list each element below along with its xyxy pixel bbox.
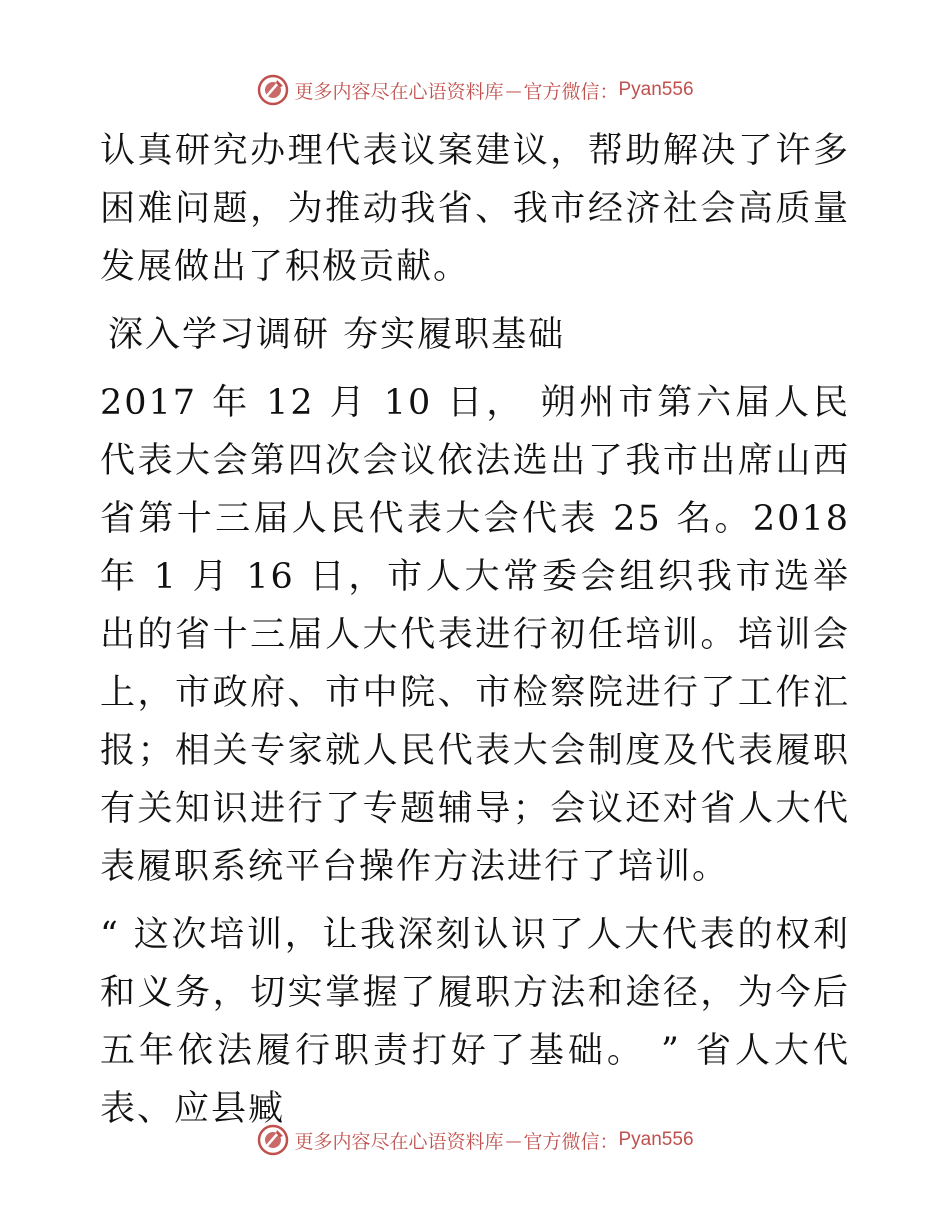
watermark-label: 官方微信： xyxy=(523,1130,619,1153)
paragraph-1: 认真研究办理代表议案建议，帮助解决了许多困难问题，为推动我省、我市经济社会高质量发展做出了积极贡献。 xyxy=(100,131,850,287)
watermark-dash: — xyxy=(505,1130,522,1150)
document-body xyxy=(100,122,850,1138)
logo-icon xyxy=(256,73,290,107)
watermark-wechat-id: Pyan556 xyxy=(618,79,694,100)
paragraph-3: “ 这次培训，让我深刻认识了人大代表的权利和义务，切实掌握了履职方法和途径，为今后五年依法履行职责打好了基础。 ” 省人大代表、应县臧 xyxy=(100,915,850,1129)
watermark-label: 官方微信： xyxy=(523,80,619,103)
logo-icon xyxy=(256,1123,290,1157)
header-watermark xyxy=(0,70,950,110)
watermark-text: 更多内容尽在心语资料库 xyxy=(294,80,504,103)
paragraph-2: 2017 年 12 月 10 日， 朔州市第六届人民代表大会第四次会议依法选出了我市出席山西省第十三届人民代表大会代表 25 名。2018 年 1 月 16 日，市人大常委会组织我市选举出的省十三届人大代表进行初任培训。培训会上，市政府、市中院、市检察院进行了工作汇报；相关专家就人民代表大会制度及代表履职有关知识进行了专题辅导；会议还对省人大代表履职系统平台操作方法进行了培训。 xyxy=(100,383,850,887)
section-heading: 深入学习调研 夯实履职基础 xyxy=(108,315,566,355)
watermark-wechat-id: Pyan556 xyxy=(618,1129,694,1150)
footer-watermark xyxy=(0,1120,950,1160)
watermark-text: 更多内容尽在心语资料库 xyxy=(294,1130,504,1153)
watermark-dash: — xyxy=(505,80,522,100)
